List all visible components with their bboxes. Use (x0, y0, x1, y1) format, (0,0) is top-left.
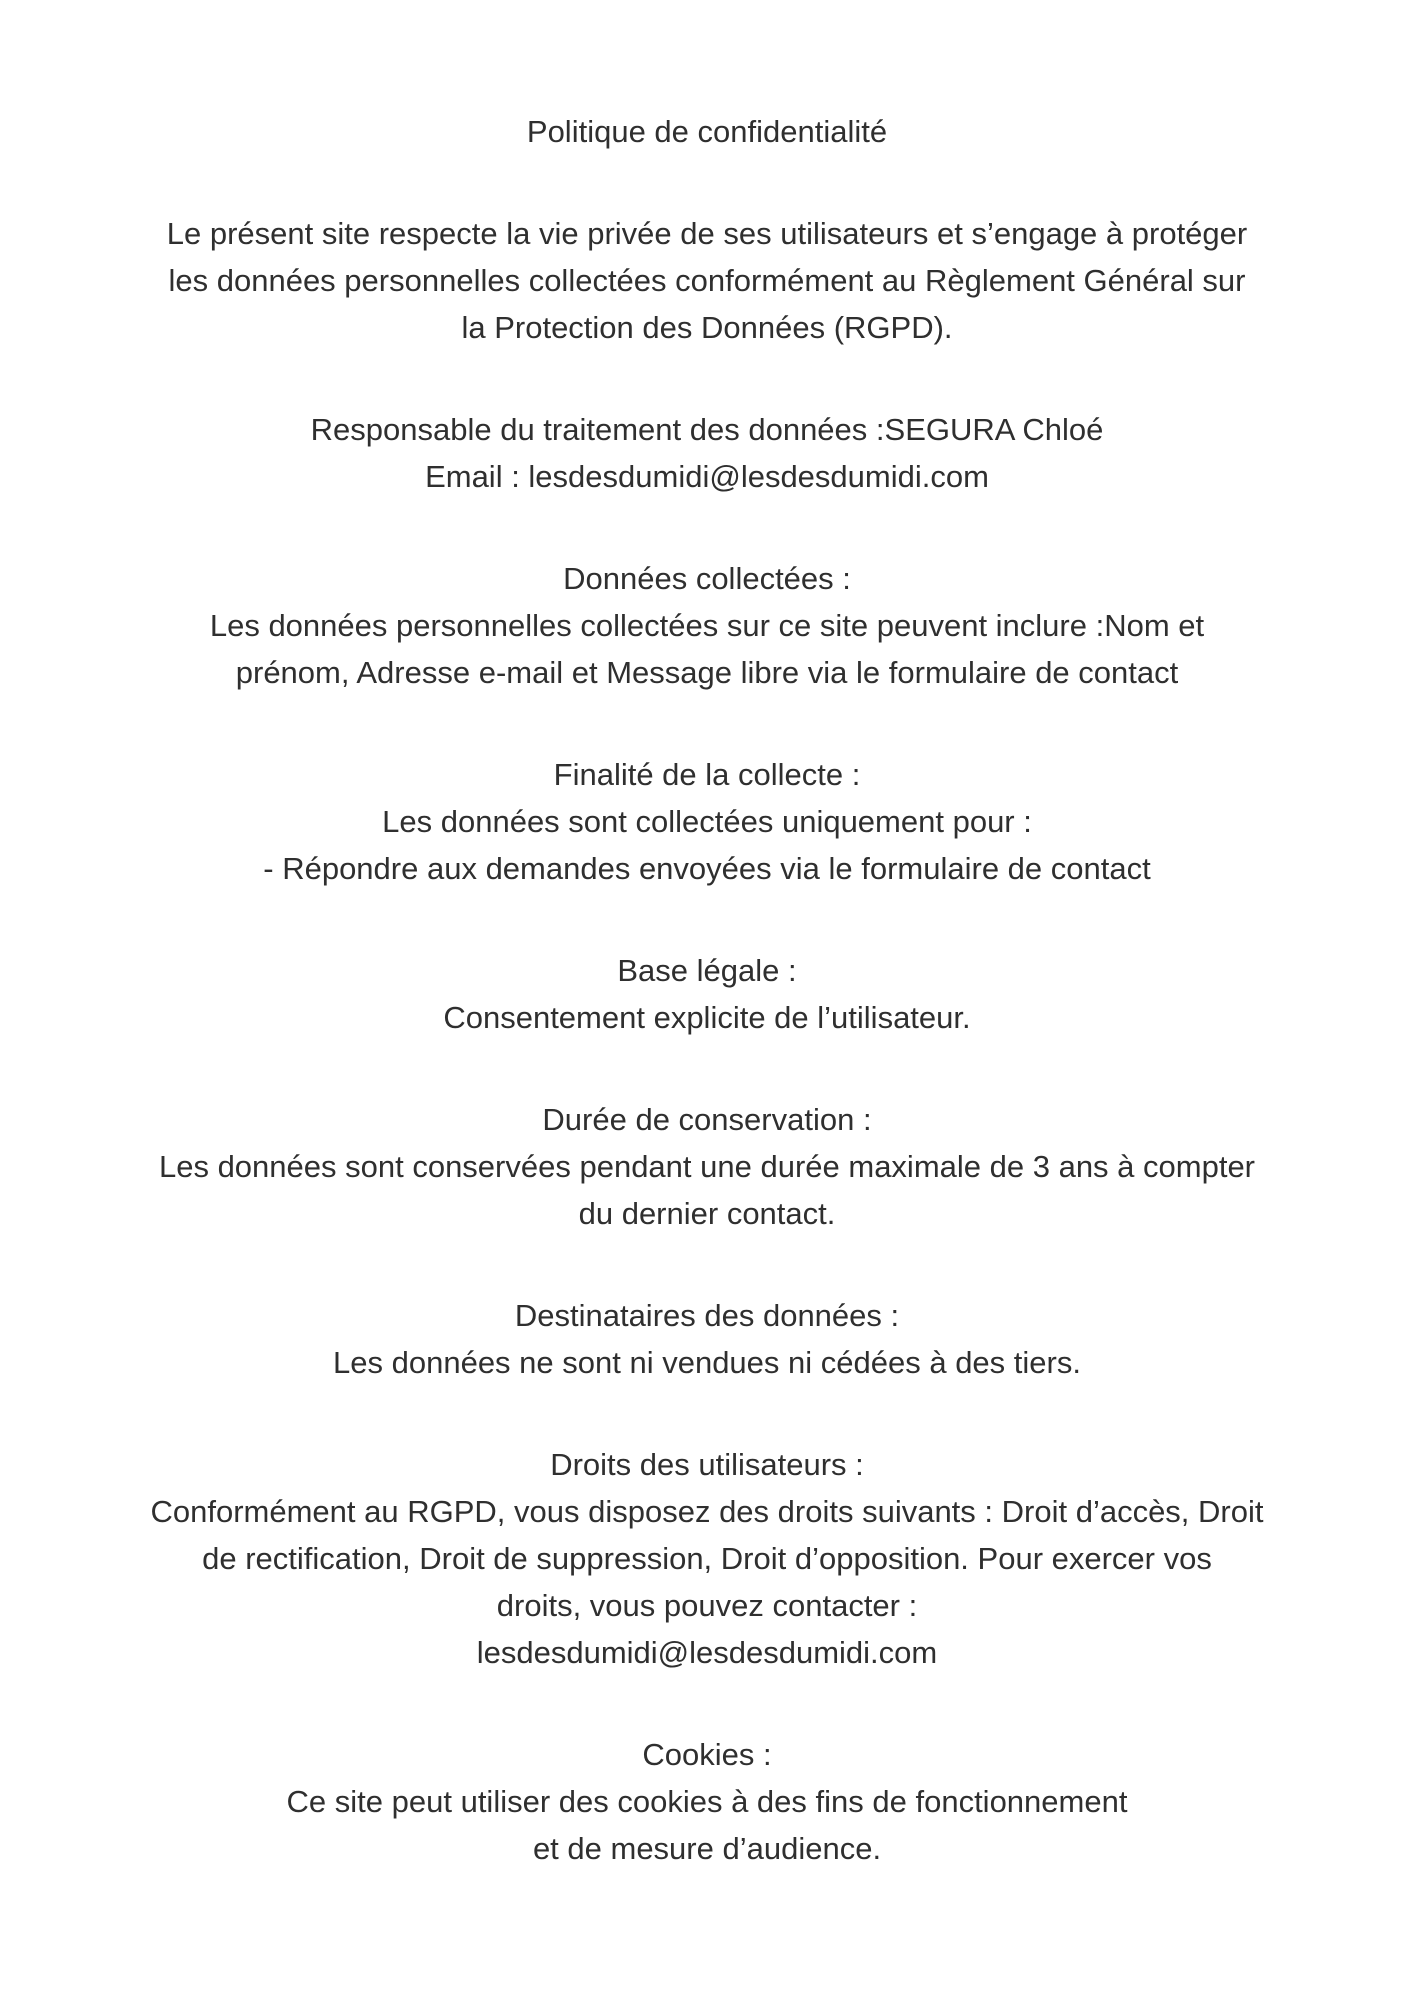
text-line: les données personnelles collectées conformément au Règlement Général sur (168, 263, 1246, 298)
text-line: Les données sont conservées pendant une durée maximale de 3 ans à compter (158, 1149, 1256, 1184)
text-line: Les données personnelles collectées sur ce site peuvent inclure :Nom et (209, 608, 1205, 643)
policy-paragraph-base-legale (30, 947, 1384, 1041)
text-line: Les données sont collectées uniquement pour : (382, 804, 1032, 839)
policy-paragraph-droits-utilisateurs (30, 1441, 1384, 1676)
text-line: Conformément au RGPD, vous disposez des droits suivants : Droit d’accès, Droit (150, 1494, 1264, 1529)
text-line: Email : lesdesdumidi@lesdesdumidi.com (425, 459, 989, 494)
policy-paragraph-intro (30, 210, 1384, 351)
text-line: de rectification, Droit de suppression, Droit d’opposition. Pour exercer vos (202, 1541, 1212, 1576)
text-line: la Protection des Données (RGPD). (461, 310, 953, 345)
text-line: Cookies : (642, 1737, 772, 1772)
text-line: Données collectées : (563, 561, 851, 596)
text-line: Ce site peut utiliser des cookies à des fins de fonctionnement (286, 1784, 1128, 1819)
policy-body (30, 210, 1384, 1872)
policy-paragraph-finalite-collecte (30, 751, 1384, 892)
text-line: du dernier contact. (578, 1196, 836, 1231)
text-line: Le présent site respecte la vie privée de ses utilisateurs et s’engage à protéger (166, 216, 1248, 251)
text-line: Consentement explicite de l’utilisateur. (443, 1000, 971, 1035)
text-line: lesdesdumidi@lesdesdumidi.com (476, 1635, 938, 1670)
text-line: Responsable du traitement des données :SEGURA Chloé (310, 412, 1104, 447)
text-line: Droits des utilisateurs : (550, 1447, 864, 1482)
text-line: prénom, Adresse e-mail et Message libre via le formulaire de contact (235, 655, 1179, 690)
text-line: Durée de conservation : (542, 1102, 872, 1137)
policy-paragraph-donnees-collectees (30, 555, 1384, 696)
policy-paragraph-duree-conservation (30, 1096, 1384, 1237)
text-line: et de mesure d’audience. (532, 1831, 882, 1866)
policy-paragraph-responsable-traitement (30, 406, 1384, 500)
text-line: Destinataires des données : (514, 1298, 900, 1333)
policy-paragraph-destinataires-donnees (30, 1292, 1384, 1386)
page-title: Politique de confidentialité (526, 114, 888, 149)
text-line: - Répondre aux demandes envoyées via le formulaire de contact (263, 851, 1151, 886)
text-line: Base légale : (617, 953, 797, 988)
text-line: droits, vous pouvez contacter : (496, 1588, 918, 1623)
text-line: Finalité de la collecte : (553, 757, 861, 792)
policy-paragraph-cookies (30, 1731, 1384, 1872)
text-line: Les données ne sont ni vendues ni cédées à des tiers. (333, 1345, 1081, 1380)
